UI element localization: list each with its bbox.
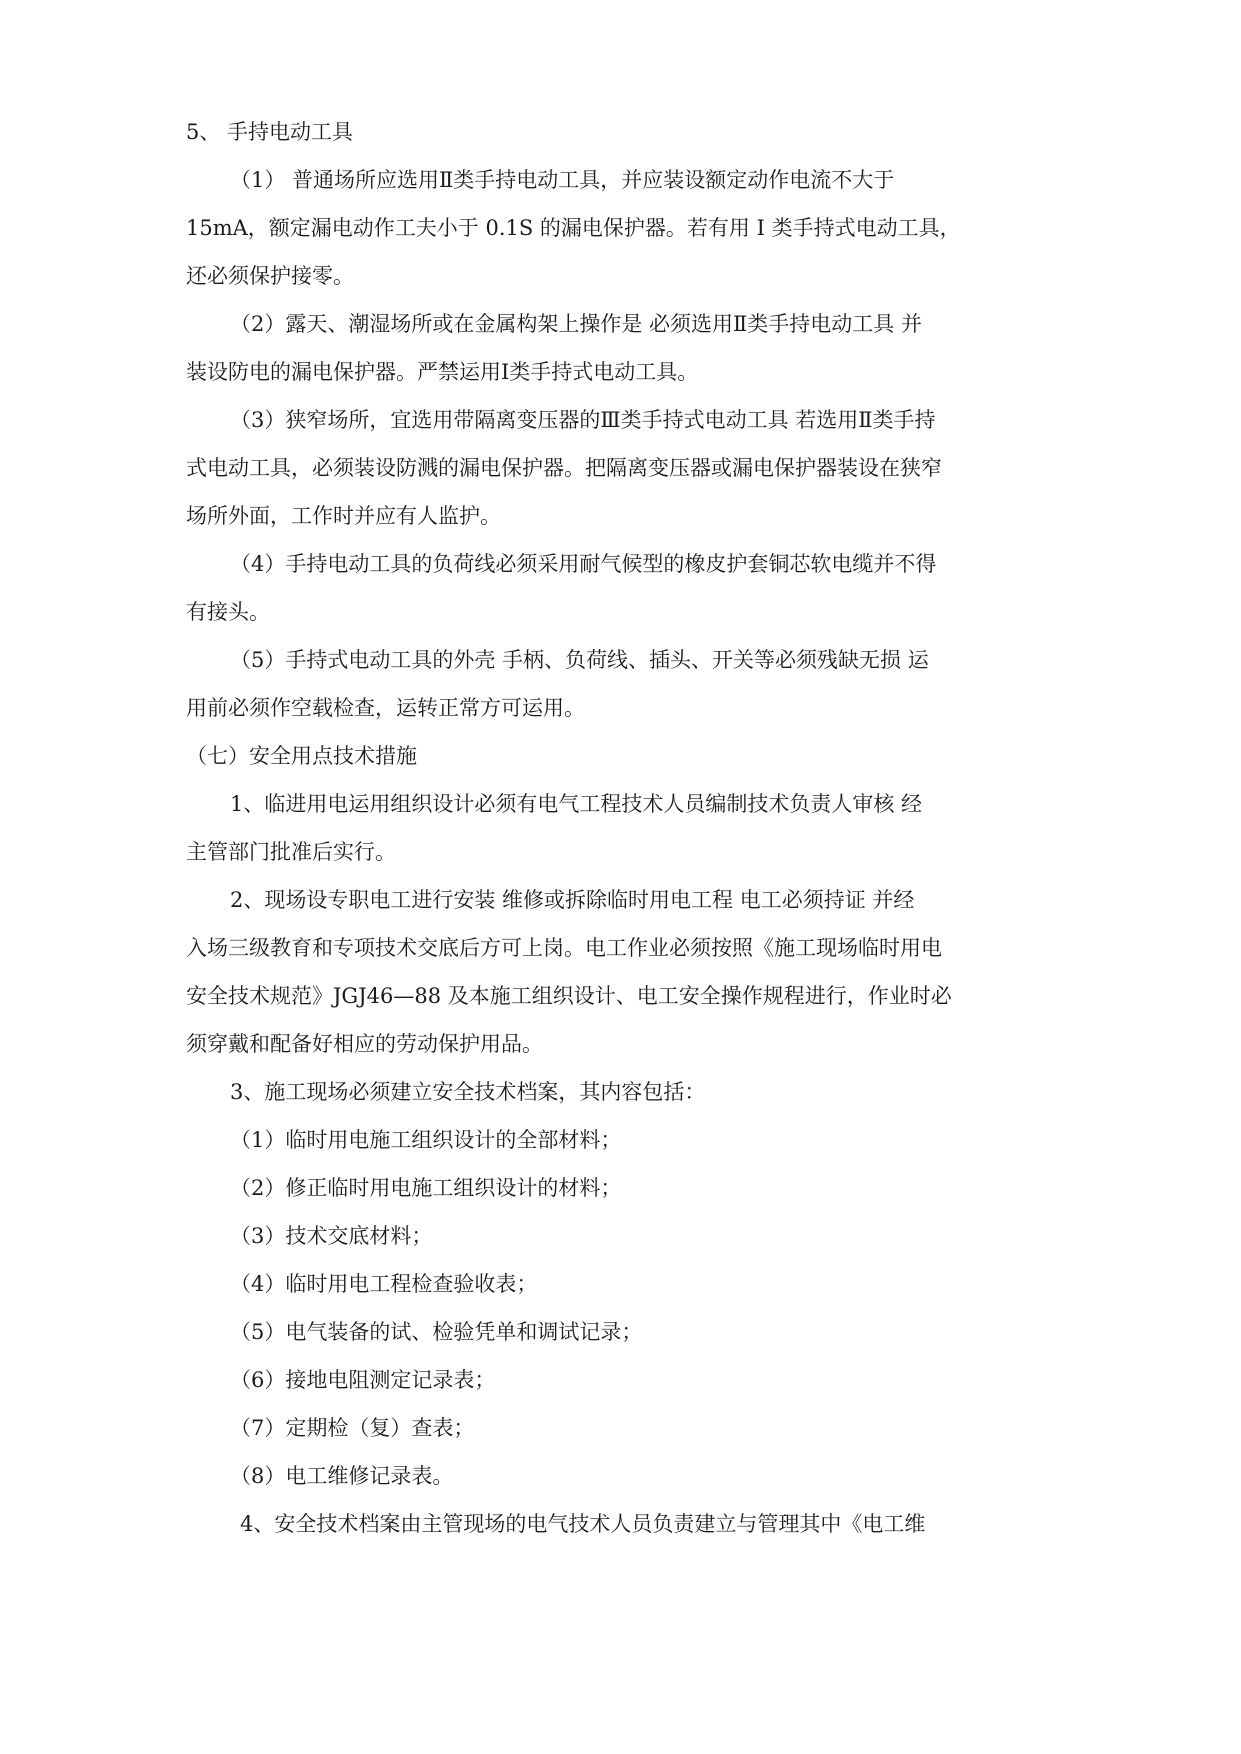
list-item: （3）技术交底材料； <box>230 1224 433 1248</box>
paragraph-line: （3）狭窄场所，宜选用带隔离变压器的Ⅲ类手持式电动工具 若选用Ⅱ类手持 <box>230 408 936 432</box>
paragraph-line: 还必须保护接零。 <box>186 264 354 288</box>
list-item: （8）电工维修记录表。 <box>230 1464 454 1488</box>
section-heading: （七）安全用点技术措施 <box>186 744 417 768</box>
paragraph-line: 3、施工现场必须建立安全技术档案，其内容包括： <box>230 1080 706 1104</box>
paragraph-line: 主管部门批准后实行。 <box>186 840 396 864</box>
list-item: （4）临时用电工程检查验收表； <box>230 1272 538 1296</box>
paragraph-line: 1、临进用电运用组织设计必须有电气工程技术人员编制技术负责人审核 经 <box>230 792 923 816</box>
list-item: （7）定期检（复）查表； <box>230 1416 475 1440</box>
list-item: （1）临时用电施工组织设计的全部材料； <box>230 1128 622 1152</box>
paragraph-line: 场所外面，工作时并应有人监护。 <box>186 504 501 528</box>
paragraph-line: 须穿戴和配备好相应的劳动保护用品。 <box>186 1032 543 1056</box>
paragraph-line: （1） 普通场所应选用Ⅱ类手持电动工具，并应装设额定动作电流不大于 <box>230 168 895 192</box>
list-item: （2）修正临时用电施工组织设计的材料； <box>230 1176 622 1200</box>
paragraph-line: 2、现场设专职电工进行安装 维修或拆除临时用电工程 电工必须持证 并经 <box>230 888 915 912</box>
paragraph-line: （4）手持电动工具的负荷线必须采用耐气候型的橡皮护套铜芯软电缆并不得 <box>230 552 937 576</box>
paragraph-line: （2）露天、潮湿场所或在金属构架上操作是 必须选用Ⅱ类手持电动工具 并 <box>230 312 922 336</box>
paragraph-line: 4、安全技术档案由主管现场的电气技术人员负责建立与管理其中《电工维 <box>240 1512 926 1536</box>
paragraph-line: 有接头。 <box>186 600 270 624</box>
section-heading: 5、 手持电动工具 <box>186 120 354 144</box>
paragraph-line: 安全技术规范》JGJ46—88 及本施工组织设计、电工安全操作规程进行，作业时必 <box>186 984 952 1008</box>
paragraph-line: 15mA，额定漏电动作工夫小于 0.1S 的漏电保护器。若有用 I 类手持式电动工具， <box>186 216 961 240</box>
paragraph-line: 用前必须作空载检查，运转正常方可运用。 <box>186 696 585 720</box>
paragraph-line: 式电动工具，必须装设防溅的漏电保护器。把隔离变压器或漏电保护器装设在狭窄 <box>186 456 942 480</box>
paragraph-line: 入场三级教育和专项技术交底后方可上岗。电工作业必须按照《施工现场临时用电 <box>186 936 942 960</box>
list-item: （5）电气装备的试、检验凭单和调试记录； <box>230 1320 643 1344</box>
paragraph-line: 装设防电的漏电保护器。严禁运用I类手持式电动工具。 <box>186 360 699 384</box>
list-item: （6）接地电阻测定记录表； <box>230 1368 496 1392</box>
paragraph-line: （5）手持式电动工具的外壳 手柄、负荷线、插头、开关等必须残缺无损 运 <box>230 648 929 672</box>
